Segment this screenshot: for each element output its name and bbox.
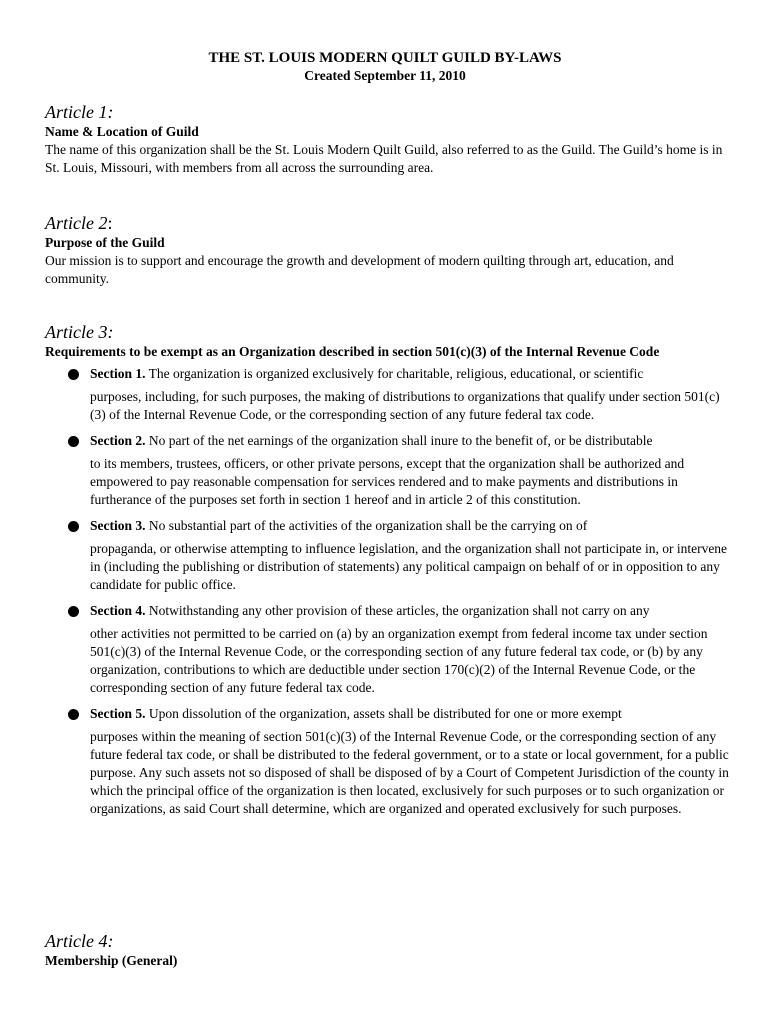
section-4-label: Section 4.: [90, 603, 146, 618]
section-5-lead: Upon dissolution of the organization, assets shall be distributed for one or more exempt: [148, 706, 622, 721]
article-2-subheading: Purpose of the Guild: [45, 235, 165, 250]
article-3-sections: [45, 365, 730, 818]
section-3-text: propaganda, or otherwise attempting to influence legislation, and the organization shall not participate in, or intervene in (including the publishing or distribution of statements) any political campaign on behalf of or in opposition to any candidate for public office.: [90, 541, 728, 592]
bullet-icon: [68, 606, 79, 617]
article-2-body: Our mission is to support and encourage the growth and development of modern quilting through art, education, and community.: [45, 253, 674, 286]
bullet-icon: [68, 369, 79, 380]
section-1-text: purposes, including, for such purposes, the making of distributions to organizations that qualify under section 501(c)(3) of the Internal Revenue Code, or the corresponding section of any future federal tax code.: [90, 389, 720, 422]
section-5-first-line: [90, 705, 730, 723]
section-4: [45, 602, 730, 697]
section-3: [45, 517, 730, 594]
section-5-label: Section 5.: [90, 706, 146, 721]
section-3-lead: No substantial part of the activities of the organization shall be the carrying on of: [148, 518, 588, 533]
section-1: [45, 365, 730, 424]
section-2-label: Section 2.: [90, 433, 146, 448]
section-3-label: Section 3.: [90, 518, 146, 533]
article-4-subheading: Membership (General): [45, 953, 178, 968]
bullet-icon: [68, 521, 79, 532]
article-3-heading-text: Article 3: [45, 322, 108, 342]
section-4-first-line: [90, 602, 730, 620]
section-1-label: Section 1.: [90, 366, 146, 381]
article-2-heading-text: Article 2: [45, 213, 108, 233]
section-5: [45, 705, 730, 818]
article-3-heading-colon: :: [107, 322, 114, 342]
article-1-body: The name of this organization shall be the St. Louis Modern Quilt Guild, also referred to as the Guild. The Guild’s home is in St. Louis, Missouri, with members from all across the surrounding area.: [45, 142, 723, 175]
article-1-heading: [45, 101, 730, 123]
section-4-lead: Notwithstanding any other provision of these articles, the organization shall not carry on any: [148, 603, 650, 618]
document-title: THE ST. LOUIS MODERN QUILT GUILD BY-LAWS: [208, 50, 562, 66]
bullet-icon: [68, 436, 79, 447]
section-4-text: other activities not permitted to be carried on (a) by an organization exempt from federal income tax under section 501(c)(3) of the Internal Revenue Code, or the corresponding section of any future federal tax code, or (b) by any organization, contributions to which are deductible under section 170(c)(2) of the Internal Revenue Code, or the corresponding section of any future federal tax code.: [90, 626, 708, 695]
section-1-first-line: [90, 365, 730, 383]
section-2-first-line: [90, 432, 730, 450]
section-2-text: to its members, trustees, officers, or other private persons, except that the organization shall be authorized and empowered to pay reasonable compensation for services rendered and to make payments and distributions in furtherance of the purposes set forth in section 1 hereof and in article 2 of this constitution.: [90, 456, 685, 507]
article-4-heading-colon: :: [107, 931, 114, 951]
bullet-icon: [68, 709, 79, 720]
section-1-lead: The organization is organized exclusively for charitable, religious, educational, or scientific: [148, 366, 644, 381]
article-1-heading-colon: :: [107, 102, 114, 122]
article-3-heading: [45, 321, 730, 343]
article-3: [45, 321, 730, 826]
article-1-subheading: Name & Location of Guild: [45, 124, 199, 139]
article-4-heading-text: Article 4: [45, 931, 108, 951]
article-1-heading-text: Article 1: [45, 102, 108, 122]
article-4: [45, 930, 730, 970]
article-4-heading: [45, 930, 730, 952]
article-2-heading: [45, 212, 730, 234]
section-3-first-line: [90, 517, 730, 535]
article-1: [45, 101, 730, 177]
article-2: [45, 212, 730, 288]
article-3-subheading: Requirements to be exempt as an Organization described in section 501(c)(3) of the Internal Revenue Code: [45, 344, 660, 359]
document-subtitle: Created September 11, 2010: [304, 68, 466, 83]
section-2-lead: No part of the net earnings of the organization shall inure to the benefit of, or be distributable: [148, 433, 653, 448]
article-2-heading-colon: :: [107, 213, 113, 233]
section-5-text: purposes within the meaning of section 501(c)(3) of the Internal Revenue Code, or the corresponding section of any future federal tax code, or shall be distributed to the federal government, or to a state or local government, for a public purpose. Any such assets not so disposed of shall be disposed of by a Court of Competent Jurisdiction of the county in which the principal office of the organization is then located, exclusively for such purposes or to such organization or organizations, as said Court shall determine, which are organized and operated exclusively for such purposes.: [90, 729, 729, 816]
section-2: [45, 432, 730, 509]
